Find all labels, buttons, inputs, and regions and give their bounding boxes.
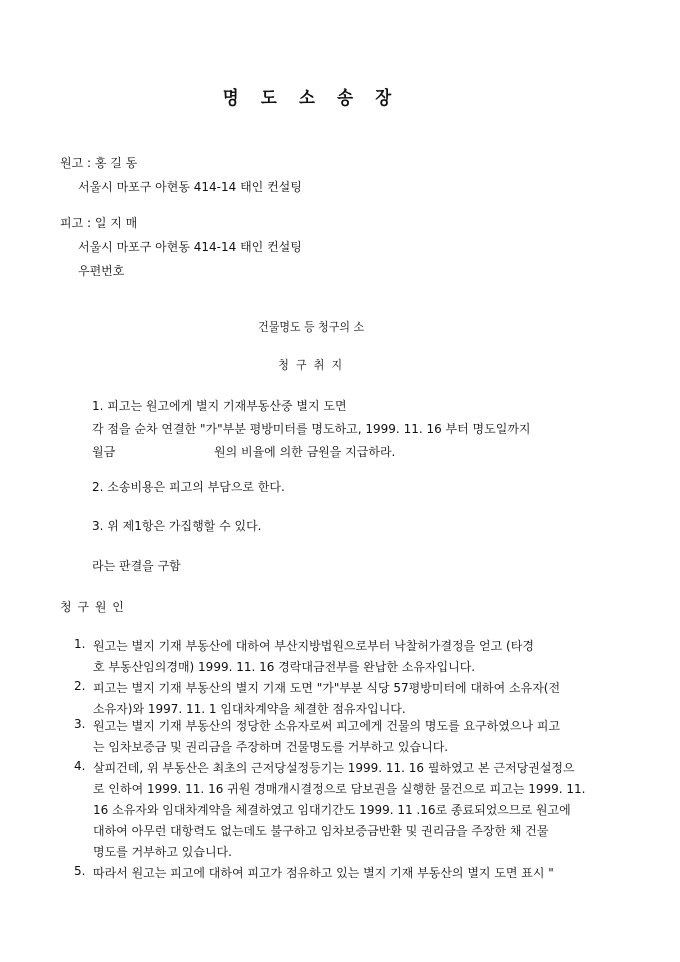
claim-closing: 라는 판결을 구함 [92,559,181,573]
cause-3-line-2: 는 임차보증금 및 권리금을 주장하며 건물명도를 거부하고 있습니다. [93,740,449,754]
claim-heading: 청 구 취 지 [278,358,344,372]
cause-3-number: 3. [74,717,86,731]
cause-5-number: 5. [74,864,86,878]
cause-5-line-1: 따라서 원고는 피고에 대하여 피고가 점유하고 있는 별지 기재 부동산의 별지 도면 표시 " [93,866,554,880]
plaintiff-address: 서울시 마포구 아현동 414-14 태인 컨설팅 [78,180,302,194]
cause-1-line-1: 원고는 별지 기재 부동산에 대하여 부산지방법원으로부터 낙찰허가결정을 얻고 (타경 [93,639,534,653]
cause-4-number: 4. [74,759,86,773]
defendant-address: 서울시 마포구 아현동 414-14 태인 컨설팅 [78,240,302,254]
cause-2-line-2: 소유자)와 1997. 11. 1 임대차계약을 체결한 점유자입니다. [93,702,406,716]
cause-4-line-4: 대하여 아무런 대항력도 없는데도 불구하고 임차보증금반환 및 권리금을 주장한 채 건물 [93,824,549,838]
cause-2-line-1: 피고는 별지 기재 부동산의 별지 기재 도면 "가"부분 식당 57평방미터에 대하여 소유자(전 [93,681,561,695]
claim-item-2: 2. 소송비용은 피고의 부담으로 한다. [92,480,285,494]
claim-item-1-line-3b: 원의 비율에 의한 금원을 지급하라. [214,445,396,459]
cause-4-line-3: 16 소유자와 임대차계약을 체결하였고 임대기간도 1999. 11 .16로 종료되었으므로 원고에 [93,803,571,817]
claim-item-1-line-3a: 월금 [92,445,116,459]
plaintiff-label: 원고 : 홍 길 동 [60,156,138,170]
cause-3-line-1: 원고는 별지 기재 부동산의 정당한 소유자로써 피고에게 건물의 명도를 요구하였으나 피고 [93,719,561,733]
defendant-label: 피고 : 일 지 매 [60,216,138,230]
claim-item-1-line-2: 각 점을 순차 연결한 "가"부분 평방미터를 명도하고, 1999. 11. 16 부터 명도일까지 [92,422,531,436]
case-name: 건물명도 등 청구의 소 [258,320,365,334]
cause-2-number: 2. [74,679,86,693]
defendant-postal: 우편번호 [78,264,125,278]
cause-4-line-5: 명도를 거부하고 있습니다. [93,845,232,859]
claim-item-1-line-1: 1. 피고는 원고에게 별지 기재부동산중 별지 도면 [92,399,347,413]
cause-heading: 청 구 원 인 [60,600,125,614]
cause-4-line-2: 로 인하여 1999. 11. 16 귀원 경매개시결정으로 담보권을 실행한 물건으로 피고는 1999. 11. [93,782,586,796]
document-title: 명 도 소 송 장 [222,88,400,109]
cause-4-line-1: 살피건데, 위 부동산은 최초의 근저당설정등기는 1999. 11. 16 필하였고 본 근저당권설정으 [93,761,575,775]
cause-1-number: 1. [74,637,86,651]
cause-1-line-2: 호 부동산임의경매) 1999. 11. 16 경락대금전부를 완납한 소유자입니다. [93,660,476,674]
claim-item-3: 3. 위 제1항은 가집행할 수 있다. [92,519,262,533]
